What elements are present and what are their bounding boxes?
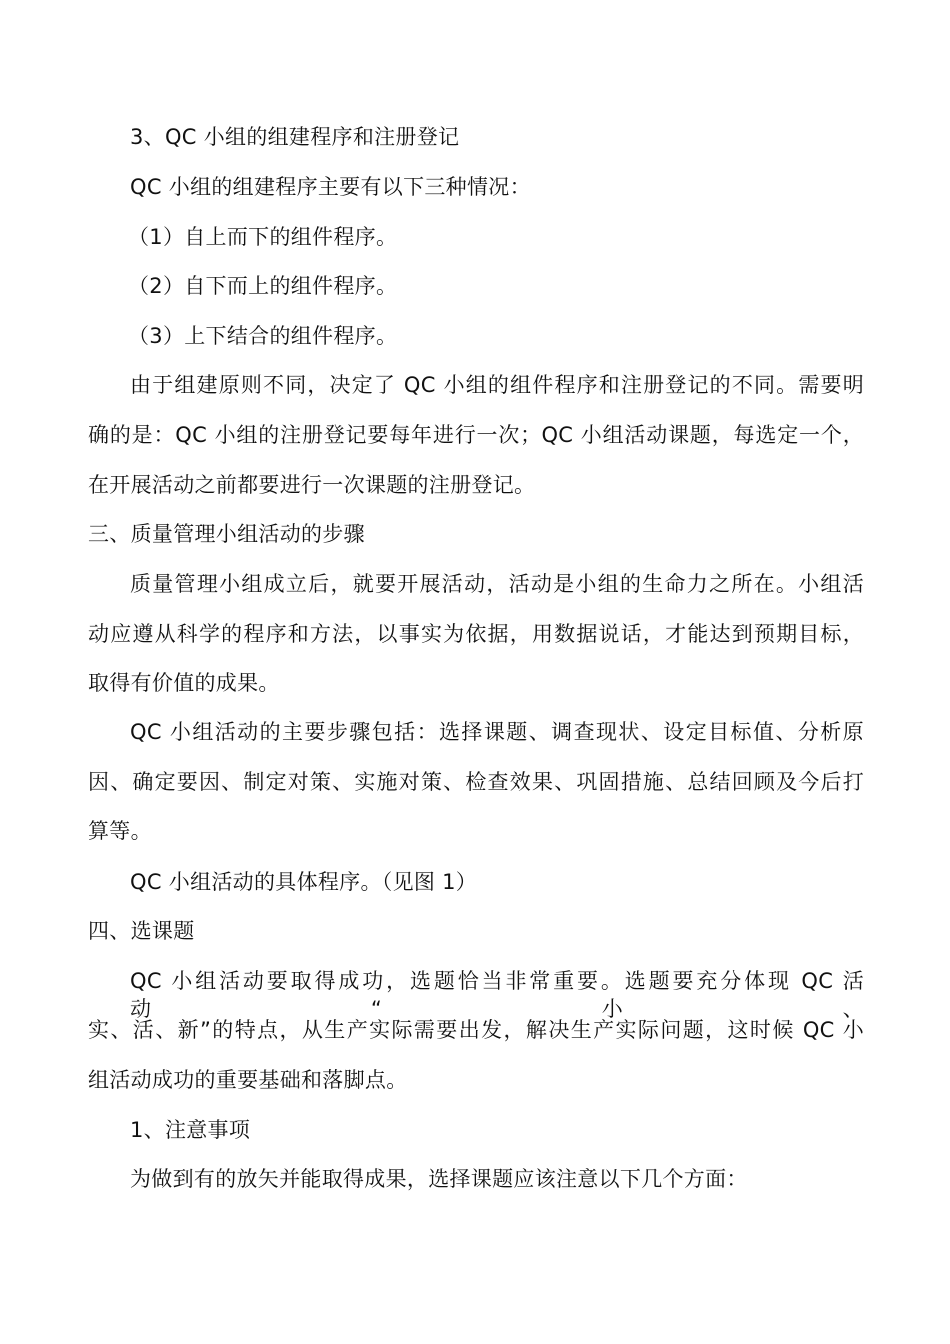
paragraph-line: 确的是：QC 小组的注册登记要每年进行一次；QC 小组活动课题，每选定一个， [88,423,864,447]
paragraph-line: 因、确定要因、制定对策、实施对策、检查效果、巩固措施、总结回顾及今后打 [88,770,864,794]
paragraph-line: 由于组建原则不同，决定了 QC 小组的组件程序和注册登记的不同。需要明 [130,373,864,397]
paragraph-line: QC 小组的组建程序主要有以下三种情况： [130,175,531,199]
paragraph-line: QC 小组活动的主要步骤包括：选择课题、调查现状、设定目标值、分析原 [130,720,864,744]
paragraph-line: 动应遵从科学的程序和方法，以事实为依据，用数据说话，才能达到预期目标， [88,622,864,646]
list-item: （1）自上而下的组件程序。 [128,225,398,249]
section-heading: 三、质量管理小组活动的步骤 [88,522,365,546]
paragraph-line: 质量管理小组成立后，就要开展活动，活动是小组的生命力之所在。小组活 [130,572,864,596]
paragraph-line: 组活动成功的重要基础和落脚点。 [88,1068,408,1092]
paragraph-line: 算等。 [88,819,152,843]
section-heading: 四、选课题 [88,919,195,943]
paragraph-line: 为做到有的放矢并能取得成果，选择课题应该注意以下几个方面： [130,1167,748,1191]
paragraph-line: QC 小组活动的具体程序。（见图 1） [130,870,478,894]
list-item: （3）上下结合的组件程序。 [128,324,398,348]
paragraph-line: 在开展活动之前都要进行一次课题的注册登记。 [88,473,536,497]
list-item: （2）自下而上的组件程序。 [128,274,398,298]
section-heading: 1、注意事项 [130,1118,251,1142]
paragraph-line: 实、活、新”的特点，从生产实际需要出发，解决生产实际问题，这时候 QC 小 [88,1018,864,1042]
paragraph-line: 取得有价值的成果。 [88,671,280,695]
section-heading: 3、QC 小组的组建程序和注册登记 [130,125,460,149]
paragraph-line: QC 小组活动要取得成功，选题恰当非常重要。选题要充分体现 QC 活动“小、 [130,969,864,1021]
